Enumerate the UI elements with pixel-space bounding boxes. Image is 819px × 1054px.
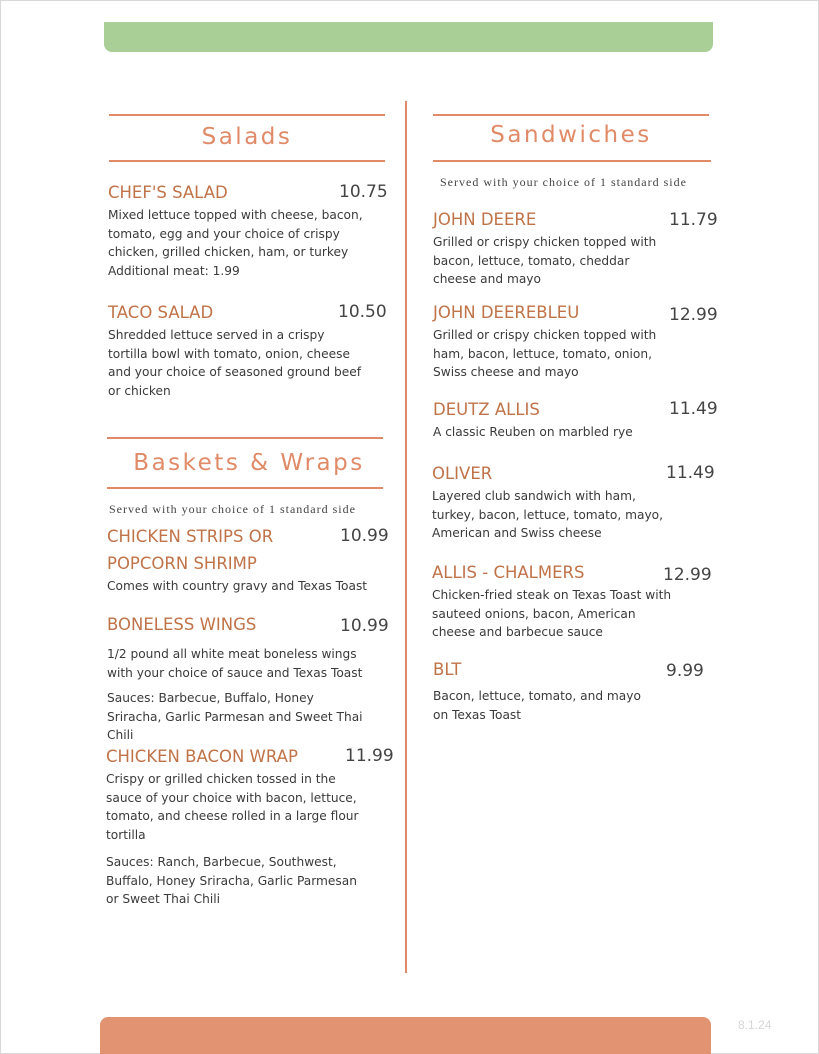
item-description: Mixed lettuce topped with cheese, bacon, tomato, egg and your choice of crispy chicken, grilled chicken, ham, or turkey — [108, 208, 363, 259]
item-price: 11.49 — [669, 399, 718, 419]
item-description: A classic Reuben on marbled rye — [433, 425, 633, 439]
item-name: BONELESS WINGS — [107, 615, 257, 634]
item-description: Grilled or crispy chicken topped with ham, bacon, lettuce, tomato, onion, Swiss cheese and mayo — [433, 328, 657, 379]
menu-item-oliver — [432, 460, 715, 543]
item-description: Bacon, lettuce, tomato, and mayo on Texas Toast — [433, 689, 641, 722]
item-description: Grilled or crispy chicken topped with bacon, lettuce, tomato, cheddar cheese and mayo — [433, 235, 657, 286]
sandwiches-subtitle: Served with your choice of 1 standard side — [440, 175, 687, 189]
menu-item-chefs-salad — [108, 179, 388, 280]
sandwiches-rule-bottom — [433, 160, 711, 162]
baskets-rule-top — [107, 437, 383, 439]
item-description: Chicken-fried steak on Texas Toast with sauteed onions, bacon, American cheese and barbecue sauce — [432, 588, 672, 639]
menu-item-chicken-bacon-wrap — [106, 743, 394, 909]
item-price: 11.99 — [345, 746, 394, 766]
item-price: 9.99 — [666, 661, 704, 681]
menu-item-deutz-allis — [433, 396, 718, 442]
salads-rule-top — [109, 114, 385, 116]
item-description: 1/2 pound all white meat boneless wings with your choice of sauce and Texas Toast — [107, 647, 363, 680]
item-name: JOHN DEEREBLEU — [433, 303, 580, 322]
menu-item-boneless-wings — [107, 611, 389, 745]
item-price: 12.99 — [663, 565, 712, 585]
item-extra: Additional meat: 1.99 — [108, 263, 240, 278]
menu-item-blt — [433, 656, 709, 724]
item-name: ALLIS - CHALMERS — [432, 563, 585, 582]
item-price: 10.99 — [340, 526, 389, 546]
item-sauces: Sauces: Barbecue, Buffalo, Honey Sriracha, Garlic Parmesan and Sweet Thai Chili — [107, 691, 363, 742]
item-sauces: Sauces: Ranch, Barbecue, Southwest, Buffalo, Honey Sriracha, Garlic Parmesan or Sweet Thai Chili — [106, 855, 357, 906]
sandwiches-title: Sandwiches — [490, 122, 652, 148]
item-name: BLT — [433, 660, 462, 679]
menu-item-john-deere — [433, 206, 718, 289]
column-divider — [405, 101, 407, 973]
menu-item-john-deerebleu — [433, 299, 718, 382]
item-description: Shredded lettuce served in a crispy tortilla bowl with tomato, onion, cheese and your choice of seasoned ground beef or chicken — [108, 328, 362, 398]
sandwiches-rule-top — [433, 114, 709, 116]
item-price: 11.49 — [666, 463, 715, 483]
item-description: Comes with country gravy and Texas Toast — [107, 579, 368, 593]
menu-item-taco-salad — [108, 299, 387, 400]
baskets-title: Baskets & Wraps — [133, 450, 365, 476]
item-name: CHEF'S SALAD — [108, 183, 228, 202]
footer-band — [100, 1017, 711, 1054]
item-name: CHICKEN STRIPS OR POPCORN SHRIMP — [107, 527, 274, 573]
item-description: Layered club sandwich with ham, turkey, bacon, lettuce, tomato, mayo, American and Swiss cheese — [432, 489, 663, 540]
item-name: DEUTZ ALLIS — [433, 400, 540, 419]
item-name: OLIVER — [432, 464, 493, 483]
item-price: 10.75 — [339, 182, 388, 202]
item-name: TACO SALAD — [108, 303, 214, 322]
baskets-subtitle: Served with your choice of 1 standard side — [109, 502, 356, 516]
item-price: 12.99 — [669, 305, 718, 325]
salads-title: Salads — [201, 124, 293, 150]
menu-item-chicken-strips — [107, 523, 389, 596]
header-band — [104, 22, 713, 52]
salads-rule-bottom — [109, 160, 385, 162]
item-name: CHICKEN BACON WRAP — [106, 747, 298, 766]
baskets-rule-bottom — [107, 487, 383, 489]
item-description: Crispy or grilled chicken tossed in the sauce of your choice with bacon, lettuce, tomato, and cheese rolled in a large flour tortilla — [106, 772, 359, 842]
item-price: 11.79 — [669, 210, 718, 230]
item-price: 10.99 — [340, 616, 389, 636]
item-price: 10.50 — [338, 302, 387, 322]
item-name: JOHN DEERE — [433, 210, 537, 229]
revision-date: 8.1.24 — [738, 1018, 772, 1032]
menu-item-allis-chalmers — [432, 559, 712, 642]
